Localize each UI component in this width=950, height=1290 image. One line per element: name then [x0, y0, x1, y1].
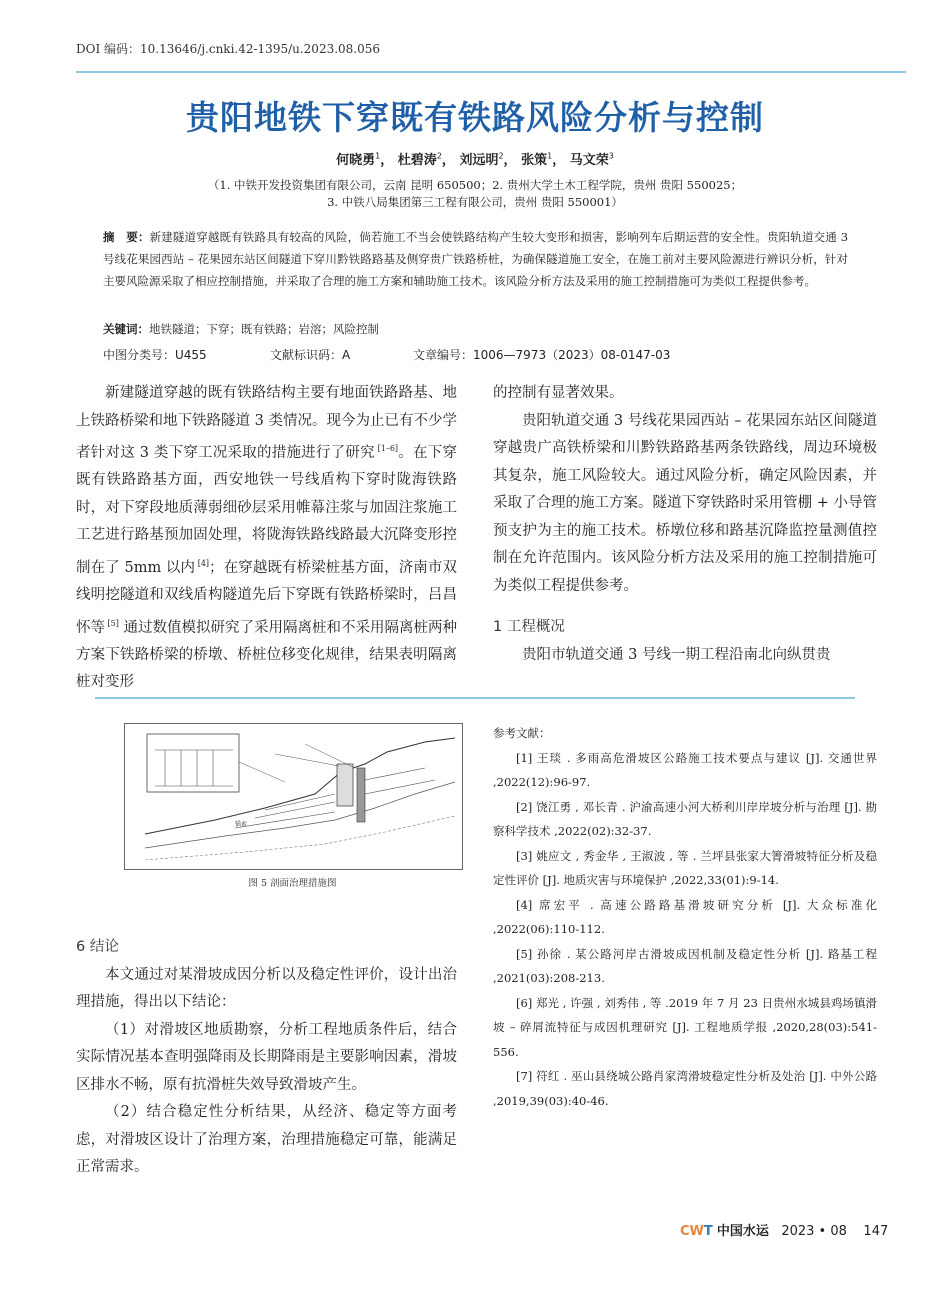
figure-5-drawing	[124, 723, 463, 870]
left-column	[76, 380, 457, 697]
clc-number: 中图分类号：U455	[103, 348, 207, 362]
references-heading: 参考文献：	[493, 726, 551, 740]
author-name: 马文荣	[569, 153, 609, 168]
references	[493, 721, 877, 1113]
reference-item: [4] 席宏平 . 高速公路路基滑坡研究分析 [J]. 大众标准化 ,2022(06):110-112.	[493, 897, 877, 936]
document-code: 文献标识码：A	[270, 348, 351, 362]
journal-logo: CW	[680, 1224, 704, 1239]
reference-item: [2] 饶江勇 , 邓长青 . 沪渝高速小河大桥利川岸岸坡分析与治理 [J]. 勘察科学技术 ,2022(02):32-37.	[493, 799, 877, 838]
figure-caption: 图 5 剖面治理措施图	[248, 878, 337, 889]
paper-title: 贵阳地铁下穿既有铁路风险分析与控制	[186, 98, 764, 137]
conclusion-point-1: （1）对滑坡区地质勘察，分析工程地质条件后，结合实际情况基本查明强降雨及长期降雨是主要影响因素，滑坡区排水不畅，原有抗滑桩失效导致滑坡产生。	[76, 1021, 457, 1093]
affiliation-line-2: 3. 中铁八局集团第三工程有限公司，贵州 贵阳 550001）	[327, 195, 623, 209]
author-name: 何晓勇	[336, 153, 376, 168]
affiliation-line-1: （1. 中铁开发投资集团有限公司，云南 昆明 650500；2. 贵州大学土木工程学院，贵州 贵阳 550025；	[207, 178, 743, 192]
conclusion-intro: 本文通过对某滑坡成因分析以及稳定性评价，设计出治理措施，得出以下结论：	[76, 966, 457, 1010]
reference-item: [1] 王琰 . 多雨高危滑坡区公路施工技术要点与建议 [J]. 交通世界 ,2022(12):96-97.	[493, 750, 877, 789]
reference-item: [5] 孙徐 . 某公路河岸古滑坡成因机制及稳定性分析 [J]. 路基工程 ,2021(03):208-213.	[493, 946, 877, 985]
keywords-label: 关键词：	[103, 322, 149, 336]
reference-item: [6] 郑光 , 许强 , 刘秀伟 , 等 .2019 年 7 月 23 日贵州水城县鸡场镇滑坡 – 碎屑流特征与成因机理研究 [J]. 工程地质学报 ,2020,28(03):541-556.	[493, 995, 877, 1059]
top-rule	[76, 71, 906, 73]
cross-section-drawing	[125, 724, 462, 869]
conclusion-heading: 6 结论	[76, 939, 119, 955]
reference-item: [3] 姚应文 , 秀金华 , 王淑波 , 等 . 兰坪县张家大箐滑坡特征分析及稳定性评价 [J]. 地质灾害与环境保护 ,2022,33(01):9-14.	[493, 848, 877, 887]
page-footer: CWT 中国水运 2023 • 08 147	[680, 1224, 889, 1239]
keywords	[103, 321, 848, 337]
doi-line: DOI 编码：10.13646/j.cnki.42-1395/u.2023.08.056	[76, 42, 381, 56]
abstract-label: 摘 要：	[103, 230, 150, 244]
journal-name: 中国水运	[716, 1224, 769, 1239]
middle-rule	[95, 697, 855, 699]
article-number: 文章编号：1006—7973（2023）08-0147-03	[413, 348, 671, 362]
affiliations	[100, 177, 850, 211]
overview-paragraph: 贵阳市轨道交通 3 号线一期工程沿南北向纵贯贵	[522, 646, 831, 663]
conclusion-section	[76, 934, 457, 1182]
abstract	[103, 226, 848, 292]
conclusion-point-2: （2）结合稳定性分析结果，从经济、稳定等方面考虑，对滑坡区设计了治理方案，治理措施稳定可靠，能满足正常需求。	[76, 1104, 457, 1175]
author-name: 刘远明	[459, 153, 499, 168]
author-list: 何晓勇$^1$， 杜碧涛$^2$， 刘远明$^2$， 张策$^1$， 马文荣$^3$	[336, 151, 614, 168]
project-paragraph: 贵阳轨道交通 3 号线花果园西站 – 花果园东站区间隧道穿越贵广高铁桥梁和川黔铁路路基两条铁路线，周边环境极其复杂，施工风险较大。通过风险分析，确定风险因素，并采取了合理的施工方案。隧道下穿铁路时采用管棚 + 小导管预支护为主的施工技术。桥墩位移和路基沉降监控量测值控制在允许范围内。该风险分析方法及采用的施工控制措施可为类似工程提供参考。	[493, 412, 877, 594]
right-column	[493, 380, 877, 669]
continuation-text: 的控制有显著效果。	[493, 385, 624, 401]
keywords-text: 地铁隧道；下穿；既有铁路；岩溶；风险控制	[149, 322, 379, 336]
abstract-text: 新建隧道穿越既有铁路具有较高的风险，倘若施工不当会使铁路结构产生较大变形和损害，影响列车后期运营的安全性。贵阳轨道交通 3 号线花果园西站 – 花果园东站区间隧道下穿川黔铁路路基及侧穿贵广铁路桥桩，为确保隧道施工安全，在施工前对主要风险源进行辨识分析，针对主要风险源采取了相应控制措施，并采取了合理的施工方案和辅助施工技术。该风险分析方法及采用的施工控制措施可为类似工程提供参考。	[103, 230, 849, 288]
section-heading: 1 工程概况	[493, 619, 565, 635]
intro-paragraph: 新建隧道穿越的既有铁路结构主要有地面铁路路基、地上铁路桥梁和地下铁路隧道 3 类情况。现今为止已有不少学者针对这 3 类下穿工况采取的措施进行了研究 [1–6]。在下穿既有铁路路基方面，西安地铁一号线盾构下穿时陇海铁路时，对下穿段地质薄弱细砂层采用帷幕注浆与加固注浆施工工艺进行路基预加固处理，将陇海铁路线路最大沉降变形控制在了 5mm 以内 [4]；在穿越既有桥梁桩基方面，济南市双线明挖隧道和双线盾构隧道先后下穿既有铁路桥梁时，吕昌怀等 [5] 通过数值模拟研究了采用隔离桩和不采用隔离桩两种方案下铁路桥梁的桥墩、桥桩位移变化规律，结果表明隔离桩对变形	[76, 385, 458, 691]
figure-label: 锚索	[235, 821, 248, 828]
issue-number: 2023 • 08	[781, 1224, 847, 1239]
page-number: 147	[863, 1224, 889, 1239]
author-name: 张策	[521, 153, 548, 168]
reference-item: [7] 符红 . 巫山县绕城公路肖家湾滑坡稳定性分析及处治 [J]. 中外公路 ,2019,39(03):40-46.	[493, 1069, 877, 1108]
author-name: 杜碧涛	[397, 153, 437, 168]
